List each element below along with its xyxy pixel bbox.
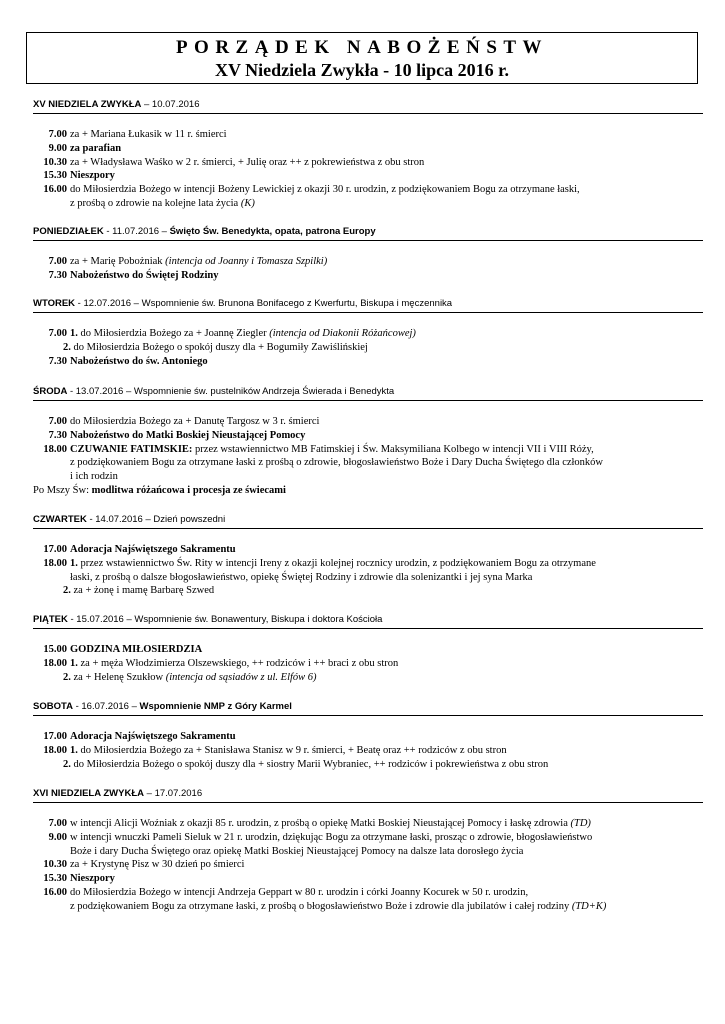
mass-intention [33, 484, 286, 498]
intention-text: 1. [70, 328, 78, 339]
mass-entry [33, 657, 703, 671]
day-header [33, 225, 703, 241]
intention-text: 1. [70, 657, 78, 669]
intention-text: Adoracja Najświętszego Sakramentu [70, 544, 236, 555]
mass-list [33, 415, 703, 498]
mass-entry [33, 571, 703, 585]
mass-list [33, 543, 703, 598]
mass-entry [33, 269, 703, 283]
mass-time: 7.00 [48, 818, 67, 829]
mass-intention [33, 671, 317, 685]
day-name: ŚRODA [33, 386, 68, 397]
mass-entry [33, 169, 703, 183]
mass-entry [33, 327, 703, 341]
day-section [33, 613, 703, 684]
intention-text: 1. [70, 744, 78, 756]
mass-entry [33, 415, 703, 429]
day-header [33, 787, 703, 803]
day-date: – 17.07.2016 [144, 788, 203, 799]
mass-time: 7.00 [48, 328, 67, 339]
mass-time: 18.00 [43, 744, 67, 756]
day-header [33, 513, 703, 529]
intention-text: w intencji Alicji Woźniak z okazji 85 r. urodzin, z prośbą o opiekę Matki Boskiej Nieustającej Pomocy i łaskę zdrowia [70, 818, 571, 829]
day-name: PONIEDZIAŁEK [33, 226, 104, 237]
mass-list [33, 643, 703, 684]
intention-text: do Miłosierdzia Bożego o spokój duszy dla + siostry Marii Wybraniec, ++ rodziców i pokrewieństwa z obu stron [70, 758, 549, 770]
intention-text: (TD) [570, 818, 591, 829]
intention-text: modlitwa różańcowa i procesja ze świecami [91, 484, 286, 496]
mass-list [33, 255, 703, 283]
intention-text: za + Krystynę Pisz w 30 dzień po śmierci [70, 859, 245, 871]
intention-text: łaski, z prośbą o dalsze błogosławieństwo, opiekę Świętej Rodziny i zdrowie dla solenizantki i jej syna Marka [70, 571, 533, 583]
mass-time: 15.30 [43, 873, 67, 885]
intention-text: do Miłosierdzia Bożego o spokój duszy dla + Bogumiły Zawiślińskiej [70, 341, 368, 353]
intention-text: (intencja od Diakonii Różańcowej) [269, 328, 416, 339]
mass-time: 15.30 [43, 170, 67, 182]
mass-intention [67, 744, 507, 758]
mass-entry [33, 858, 703, 872]
mass-entry [33, 817, 703, 831]
intention-text: GODZINA MIŁOSIERDZIA [70, 644, 203, 655]
day-date: - 16.07.2016 – [72, 701, 140, 712]
mass-intention [67, 657, 398, 671]
intention-text: za parafian [70, 142, 122, 154]
mass-intention [67, 643, 202, 657]
day-date: - 13.07.2016 – Wspomnienie św. pustelników Andrzeja Świerada i Benedykta [67, 386, 395, 397]
mass-entry [33, 744, 703, 758]
mass-intention [33, 584, 214, 598]
intention-text: Nabożeństwo do Matki Boskiej Nieustającej Pomocy [70, 429, 306, 441]
mass-intention [33, 845, 523, 859]
mass-time: 16.00 [43, 886, 67, 898]
mass-time: 18.00 [43, 443, 67, 455]
mass-time: 9.00 [48, 142, 67, 154]
day-date: - 12.07.2016 – Wspomnienie św. Brunona Bonifacego z Kwerfurtu, Biskupa i męczennika [75, 298, 453, 309]
mass-entry [33, 470, 703, 484]
intention-text: za + Władysława Waśko w 2 r. śmierci, + Julię oraz ++ z pokrewieństwa z obu stron [70, 156, 425, 168]
title-box [26, 32, 698, 84]
mass-entry [33, 872, 703, 886]
mass-intention [67, 169, 115, 183]
day-date: - 11.07.2016 – [103, 226, 170, 237]
intention-text: 2. [63, 585, 71, 597]
mass-list [33, 128, 703, 211]
mass-time: 10.30 [43, 156, 67, 168]
mass-intention [67, 831, 592, 845]
intention-text: do Miłosierdzia Bożego w intencji Bożeny Lewickiej z okazji 30 r. urodzin, z podziękowaniem Bogu za otrzymane łaski, [70, 184, 580, 196]
mass-entry [33, 443, 703, 457]
day-section [33, 787, 703, 914]
mass-entry [33, 456, 703, 470]
mass-entry [33, 643, 703, 657]
mass-time: 17.00 [43, 731, 67, 742]
mass-intention [33, 758, 548, 772]
day-header [33, 700, 703, 716]
mass-entry [33, 355, 703, 369]
intention-text: za + Marię Pobożniak [70, 256, 166, 267]
mass-intention [67, 557, 596, 571]
mass-time: 7.30 [48, 355, 67, 367]
mass-entry [33, 557, 703, 571]
mass-entry [33, 886, 703, 900]
intention-text: z prośbą o zdrowie na kolejne lata życia [70, 197, 241, 209]
day-header [33, 98, 703, 114]
intention-text: 1. [70, 557, 78, 569]
intention-text: Nabożeństwo do Świętej Rodziny [70, 269, 219, 281]
intention-text: 2. [63, 758, 71, 770]
intention-text: (intencja od sąsiadów z ul. Elfów 6) [165, 671, 317, 683]
mass-time: 7.30 [48, 429, 67, 441]
mass-time: 9.00 [48, 831, 67, 843]
day-section [33, 225, 703, 283]
day-name: SOBOTA [33, 701, 73, 712]
mass-entry [33, 845, 703, 859]
mass-entry [33, 584, 703, 598]
intention-text: Po Mszy Św: [33, 484, 92, 496]
intention-text: Nieszpory [70, 873, 115, 885]
mass-intention [67, 429, 305, 443]
intention-text: za + męża Włodzimierza Olszewskiego, ++ rodziców i ++ braci z obu stron [77, 657, 399, 669]
day-date: - 14.07.2016 – Dzień powszedni [86, 514, 226, 525]
intention-text: i ich rodzin [70, 471, 118, 483]
mass-intention [67, 128, 227, 142]
mass-entry [33, 429, 703, 443]
mass-entry [33, 730, 703, 744]
mass-time: 17.00 [43, 544, 67, 555]
intention-text: 2. [63, 341, 71, 353]
mass-intention [33, 571, 532, 585]
intention-text: w intencji wnuczki Pameli Sieluk w 21 r. urodzin, dziękując Bogu za otrzymane łaski, prosząc o zdrowie, błogosławieństwo [70, 831, 593, 843]
day-header [33, 385, 703, 401]
mass-entry [33, 255, 703, 269]
intention-text: 2. [63, 671, 71, 683]
intention-text: (TD+K) [571, 900, 607, 912]
mass-intention [33, 197, 255, 211]
day-section [33, 98, 703, 211]
mass-entry [33, 341, 703, 355]
mass-intention [67, 443, 594, 457]
mass-intention [67, 858, 244, 872]
day-section [33, 700, 703, 771]
day-header [33, 613, 703, 629]
day-name: XV NIEDZIELA ZWYKŁA [33, 99, 142, 110]
mass-list [33, 327, 703, 368]
intention-text: Nabożeństwo do św. Antoniego [70, 355, 208, 367]
mass-entry [33, 758, 703, 772]
day-name: XVI NIEDZIELA ZWYKŁA [33, 788, 145, 799]
mass-entry [33, 543, 703, 557]
mass-time: 7.00 [48, 256, 67, 267]
mass-time: 15.00 [43, 644, 67, 655]
mass-entry [33, 183, 703, 197]
mass-intention [33, 470, 118, 484]
mass-list [33, 817, 703, 914]
mass-time: 7.00 [48, 129, 67, 140]
day-section [33, 513, 703, 598]
intention-text: (intencja od Joanny i Tomasza Szpilki) [165, 256, 328, 267]
mass-intention [67, 142, 121, 156]
intention-text: do Miłosierdzia Bożego za + Stanisława Stanisz w 9 r. śmierci, + Beatę oraz ++ rodziców z obu stron [77, 744, 507, 756]
intention-text: za + Mariana Łukasik w 11 r. śmierci [70, 129, 227, 140]
intention-text: przez wstawiennictwo MB Fatimskiej i Św. Maksymiliana Kolbego w intencji VII i VIII Róży, [192, 443, 594, 455]
intention-text: do Miłosierdzia Bożego za + Danutę Targosz w 3 r. śmierci [70, 416, 320, 427]
day-name: PIĄTEK [33, 614, 68, 625]
mass-intention [67, 817, 591, 831]
mass-entry [33, 142, 703, 156]
intention-text: Boże i dary Ducha Świętego oraz opiekę Matki Boskiej Nieustającej Pomocy na dalsze lata dorosłego życia [70, 845, 524, 857]
intention-text: za + Helenę Szukłow [70, 671, 166, 683]
mass-intention [67, 886, 528, 900]
day-section [33, 297, 703, 368]
day-feast: Święto Św. Benedykta, opata, patrona Europy [169, 226, 376, 237]
day-section [33, 385, 703, 498]
mass-entry [33, 671, 703, 685]
mass-entry [33, 156, 703, 170]
mass-list [33, 730, 703, 771]
mass-intention [33, 456, 603, 470]
mass-time: 7.30 [48, 269, 67, 281]
intention-text: za + żonę i mamę Barbarę Szwed [70, 585, 215, 597]
day-feast: Wspomnienie NMP z Góry Karmel [139, 701, 292, 712]
mass-intention [67, 415, 319, 429]
mass-intention [67, 730, 236, 744]
mass-time: 18.00 [43, 557, 67, 569]
mass-entry [33, 831, 703, 845]
mass-time: 7.00 [48, 416, 67, 427]
mass-intention [67, 543, 236, 557]
page-subtitle: XV Niedziela Zwykła - 10 lipca 2016 r. [214, 60, 509, 80]
mass-intention [67, 156, 424, 170]
mass-time: 18.00 [43, 657, 67, 669]
mass-time: 10.30 [43, 859, 67, 871]
mass-intention [67, 269, 218, 283]
mass-entry [33, 197, 703, 211]
intention-text: Nieszpory [70, 170, 115, 182]
mass-intention [67, 327, 416, 341]
intention-text: CZUWANIE FATIMSKIE: [70, 443, 193, 455]
intention-text: do Miłosierdzia Bożego w intencji Andrzeja Geppart w 80 r. urodzin i córki Joanny Kocurek w 50 r. urodzin, [70, 886, 529, 898]
day-date: – 10.07.2016 [141, 99, 200, 110]
mass-intention [33, 341, 368, 355]
intention-text: do Miłosierdzia Bożego za + Joannę Ziegler [77, 328, 270, 339]
intention-text: z podziękowaniem Bogu za otrzymane łaski z prośbą o zdrowie, błogosławieństwo Boże i Dary Ducha Świętego dla członków [70, 457, 604, 469]
mass-intention [67, 872, 115, 886]
mass-intention [67, 255, 327, 269]
mass-entry [33, 484, 703, 498]
day-date: - 15.07.2016 – Wspomnienie św. Bonawentury, Biskupa i doktora Kościoła [67, 614, 383, 625]
mass-intention [67, 355, 208, 369]
mass-time: 16.00 [43, 184, 67, 196]
intention-text: (K) [240, 197, 255, 209]
day-name: CZWARTEK [33, 514, 87, 525]
mass-entry [33, 128, 703, 142]
mass-intention [67, 183, 580, 197]
day-name: WTOREK [33, 298, 76, 309]
intention-text: przez wstawiennictwo Św. Rity w intencji Ireny z okazji kolejnej rocznicy urodzin, z podziękowaniem Bogu za otrzymane [77, 557, 596, 569]
page-title: PORZĄDEK NABOŻEŃSTW [175, 37, 549, 58]
day-header [33, 297, 703, 313]
mass-entry [33, 900, 703, 914]
mass-intention [33, 900, 606, 914]
intention-text: Adoracja Najświętszego Sakramentu [70, 731, 236, 742]
intention-text: z podziękowaniem Bogu za otrzymane łaski, z prośbą o błogosławieństwo Boże i zdrowie dla jubilatów i całej rodziny [70, 900, 572, 912]
